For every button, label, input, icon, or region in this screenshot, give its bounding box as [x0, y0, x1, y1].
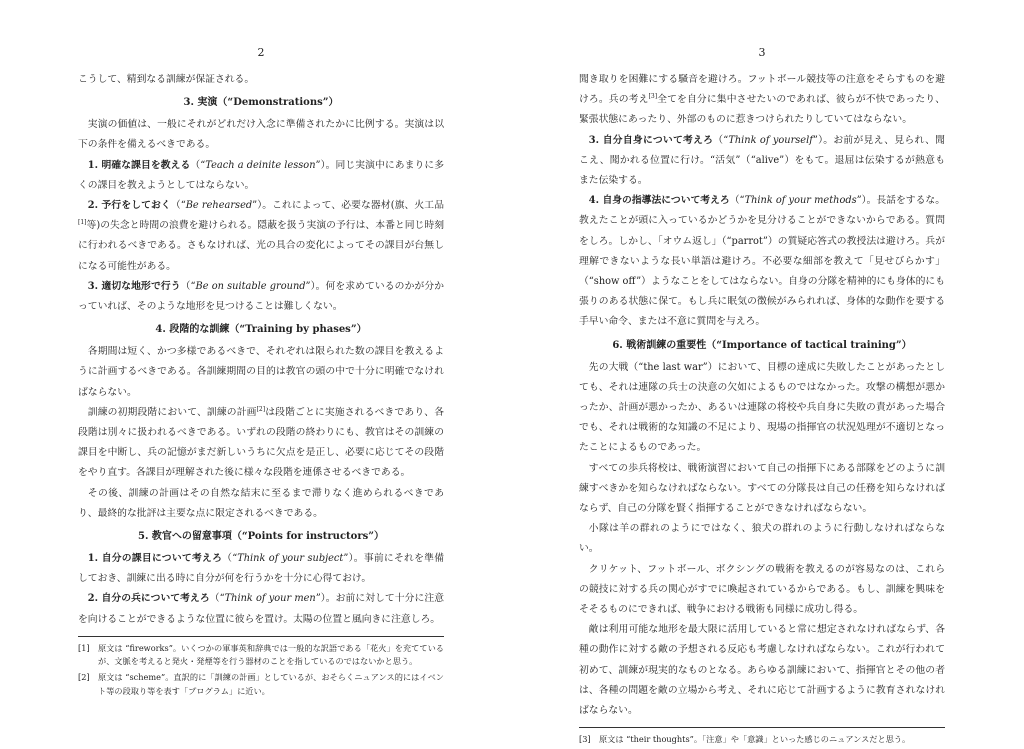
paragraph: 敵は利用可能な地形を最大限に活用していると常に想定されなければならず、各種の動作に対する敵の予想される反応も考慮しなければならない。これが行われて初めて、訓練が現実的なものとなる。あらゆる訓練において、指揮官とその他の者は、各種の問題を敵の立場から考え、それに応じて計画するように教育されなければならない。	[579, 624, 945, 717]
footnote-text: 原文は “fireworks”。いくつかの軍事英和辞典では一般的な訳語である「花火」を充てているが、文脈を考えると発火・発煙等を行う器材のことを指しているのではないかと思う。	[98, 642, 444, 667]
footnotes	[78, 642, 444, 698]
list-item	[78, 196, 444, 277]
text: 聞き取りを困難にする騒音を避けろ。フットボール競技等の注意をそらすものを避けろ。兵の考え	[579, 74, 945, 106]
section-heading: 3. 実演（“Demonstrations”）	[183, 97, 339, 109]
footnote	[78, 642, 444, 669]
paren-open: （“	[729, 195, 745, 207]
footnote-ref[interactable]: [2]	[256, 405, 266, 413]
paren-open: （“	[713, 134, 729, 146]
item-lead: 1. 自分の課目について考えろ	[87, 553, 223, 565]
left-page	[78, 0, 444, 700]
footnote-text: 原文は “their thoughts”。「注意」や「意識」といった感じのニュアンスだと思う。	[599, 734, 911, 745]
item-text: ”）。長話をするな。教えたことが頭に入っているかどうかを見分けることができないからである。質問をしろ。しかし、「オウム返し」（“parrot”）の質疑応答式の教授法は避けろ。兵が理解できないような長い単語は避けろ。不必要な細部を教えて「見せびらかす」（“show off”）ようなことをしてはならない。自身の分隊を精神的にも身体的にも張りのある状態に保て。もし兵に眠気の徴候がみられれば、身体的な動作を要する手早い命令、または不意に質問を与えろ。	[579, 195, 945, 328]
english-term: Think of your men	[224, 593, 316, 605]
page-number: 2	[257, 46, 265, 59]
list-item	[78, 589, 444, 629]
english-term: Think of your methods	[744, 195, 857, 207]
text: は段階ごとに実施されるべきであり、各段階は別々に扱われるべきである。いずれの段階の終わりにも、教官はその訓練の課目を中断し、兵の記憶がまだ新しいうちに欠点を是正し、必要に応じてその段階をやり直す。各課目が理解された後に様々な段階を連係させるべきである。	[78, 406, 444, 479]
section-heading: 6. 戦術訓練の重要性（“Importance of tactical training”）	[612, 339, 912, 351]
page-body	[579, 70, 945, 721]
paragraph: 実演の価値は、一般にそれがどれだけ入念に準備されたかに比例する。実演は以下の条件を備えるべきである。	[78, 119, 444, 151]
english-term: Teach a deinite lesson	[205, 159, 316, 171]
paragraph: 各期間は短く、かつ多様であるべきで、それぞれは限られた数の課目を教えるように計画するべきである。各訓練期間の目的は教官の頭の中で十分に明確でなければならない。	[78, 346, 444, 398]
item-text: ”）。お前が見え、見られ、聞こえ、聞かれる位置に行け。“活気”（“alive”）をもて。退屈は伝染するが熱意もまた伝染する。	[579, 134, 945, 187]
paragraph: すべての歩兵将校は、戦術演習において自己の指揮下にある部隊をどのように訓練すべきかを知らなければならない。すべての分隊長は自己の任務を知らなければならず、自己の分隊を賢く指揮することができなければならない。	[579, 462, 945, 515]
item-text: ”）。お前に対して十分に注意を向けることができるような位置に彼らを置け。太陽の位置と風向きに注意しろ。	[78, 593, 445, 625]
footnote-rule	[579, 727, 945, 728]
paragraph: 先の大戦（“the last war”）において、目標の達成に失敗したことがあったとしても、それは連隊の兵士の決意の欠如によるものではなかった。攻撃の構想が悪かったか、計画が悪かったか、あるいは連隊の将校や兵自身に失敗の責があった場合でも、それは戦術的な知識の不足により、現場の指揮官の状況処理が不適切となったことによるものであった。	[579, 361, 945, 454]
paragraph: こうして、精到なる訓練が保証される。	[78, 74, 255, 85]
list-item	[579, 191, 945, 332]
paren-open: （“	[209, 593, 225, 605]
footnote-rule	[78, 636, 444, 637]
item-lead: 2. 自分の兵について考えろ	[87, 593, 210, 605]
paragraph	[78, 403, 444, 484]
list-item	[78, 549, 444, 589]
item-lead: 4. 自身の指導法について考えろ	[588, 195, 730, 207]
english-term: Think of yourself	[728, 134, 813, 146]
english-term: Think of your subject	[237, 553, 344, 565]
item-text: 等)の失念と時間の浪費を避けられる。隠蔽を扱う実演の予行は、本番と同じ時刻に行われるべきである。さもなければ、光の具合の変化によってその課目が台無しになる可能性がある。	[78, 220, 444, 272]
section-heading: 4. 段階的な訓練（“Training by phases”）	[155, 324, 367, 336]
footnote	[78, 671, 444, 698]
section-heading: 5. 教官への留意事項（“Points for instructors”）	[137, 531, 384, 543]
item-lead: 1. 明確な課目を教える	[87, 159, 191, 171]
english-term: Be rehearsed	[185, 200, 253, 212]
paragraph: クリケット、フットボール、ボクシングの戦術を教えるのが容易なのは、これらの競技に対する兵の関心がすでに喚起されているからである。もし、訓練を興味をそそるものにできれば、戦争における戦術も同様に成功し得る。	[579, 563, 945, 616]
english-term: Be on suitable ground	[195, 280, 306, 292]
list-item	[78, 277, 444, 317]
footnote	[579, 733, 945, 747]
item-lead: 2. 予行をしておく	[87, 200, 171, 212]
footnote-mark: [2]	[78, 672, 90, 683]
list-item	[579, 131, 945, 192]
page-body	[78, 70, 444, 630]
page-number: 3	[758, 46, 766, 59]
footnote-text: 原文は “scheme”。直訳的に「訓練の計画」としているが、おそらくニュアンス的にはイベント等の段取り等を表す「プログラム」に近い。	[98, 672, 444, 696]
paren-open: （“	[190, 159, 206, 171]
item-text: ”）。同じ実演中にあまりに多くの課目を教えようとしてはならない。	[78, 159, 445, 191]
item-lead: 3. 自分自身について考えろ	[588, 134, 714, 146]
item-text: ”）。何を求めているのかが分かっていれば、そのような地形を見つけることは難しくない。	[78, 280, 445, 313]
footnote-ref[interactable]: [3]	[648, 93, 658, 101]
item-text: ”）。これによって、必要な器材(旗、火工品	[252, 200, 444, 212]
text: 全てを自分に集中させたいのであれば、彼らが不快であったり、緊張状態にあったり、外部のものに惹きつけられたりしていてはならない。	[579, 94, 946, 126]
paren-open: （“	[180, 280, 196, 292]
paragraph	[579, 70, 945, 131]
footnote-mark: [1]	[78, 642, 90, 653]
paren-open: （“	[170, 200, 186, 212]
footnotes	[579, 733, 945, 747]
paren-open: （“	[222, 553, 238, 565]
footnote-mark: [3]	[579, 734, 591, 745]
list-item	[78, 156, 444, 196]
right-page	[579, 0, 945, 749]
paragraph: その後、訓練の計画はその自然な結末に至るまで滞りなく進められるべきであり、最終的な批評は主要な点に限定されるべきである。	[78, 487, 444, 519]
text: 訓練の初期段階において、訓練の計画	[87, 406, 257, 418]
paragraph: 小隊は羊の群れのようにではなく、狼犬の群れのように行動しなければならない。	[579, 523, 945, 555]
footnote-ref[interactable]: [1]	[78, 219, 87, 227]
item-text: ”）。事前にそれを準備しておき、訓練に出る時に自分が何を行うかを十分に心得ておけ。	[78, 553, 444, 585]
item-lead: 3. 適切な地形で行う	[87, 280, 181, 292]
